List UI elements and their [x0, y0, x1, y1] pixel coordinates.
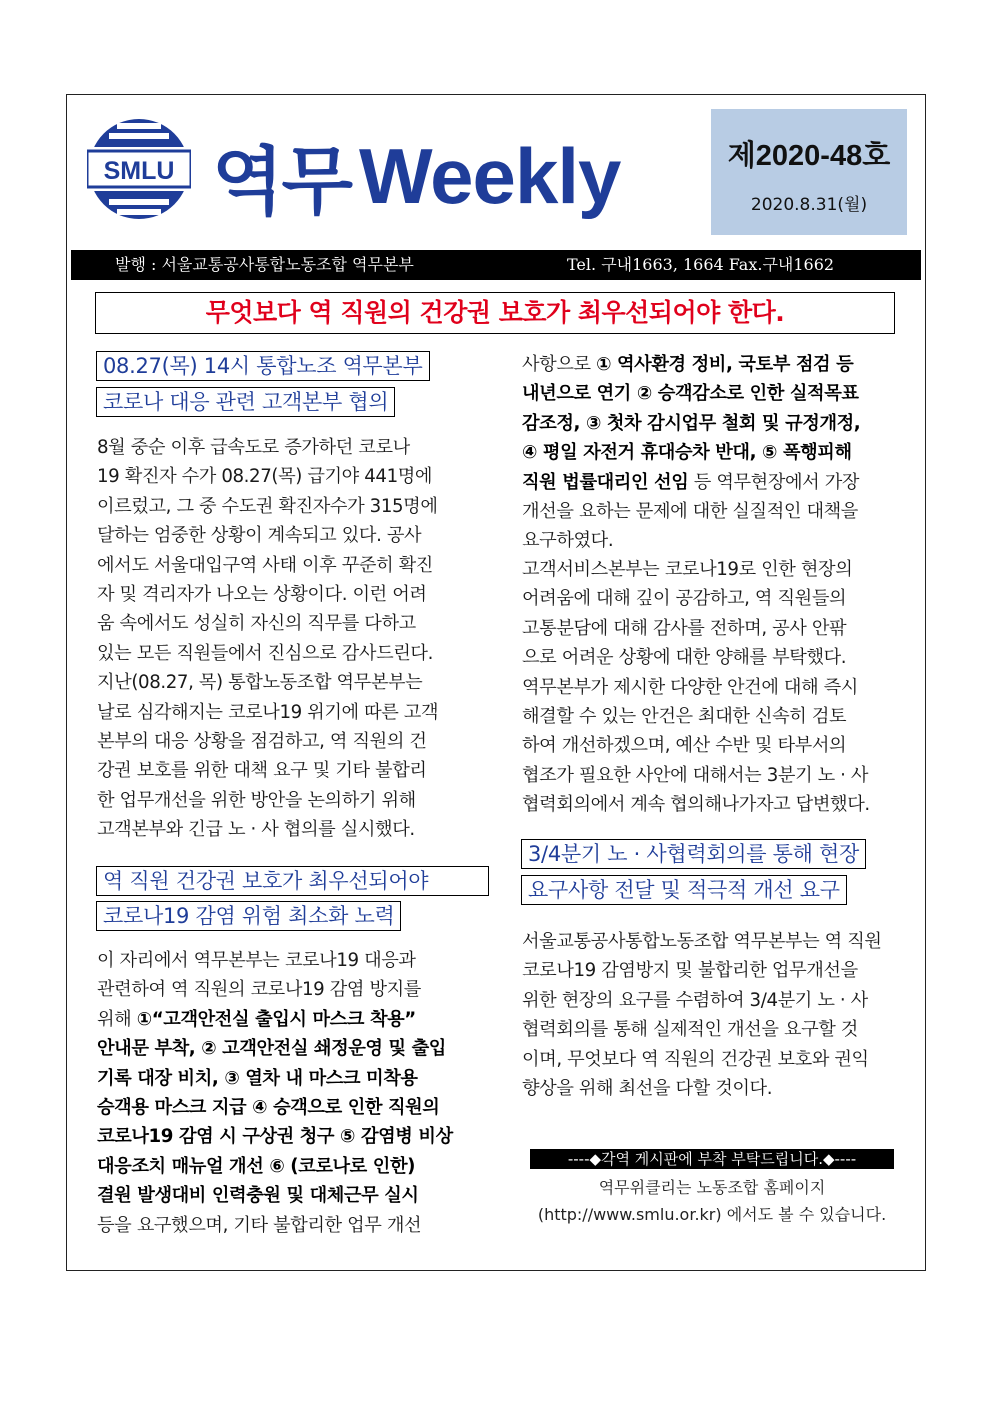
issue-box	[711, 109, 907, 235]
section2-title-line2: 코로나19 감염 위험 최소화 노력	[96, 901, 401, 931]
section1-line: 본부의 대응 상황을 점검하고, 역 직원의 건	[97, 731, 427, 753]
right-column-body: 사항으로 ① 역사환경 정비, 국토부 점검 등 내년으로 연기 ② 승객감소로 인한 실적목표 감조정, ③ 첫차 감시업무 철회 및 규정개정, ④ 평일 자전거 휴대승차 반대, ⑤ 폭행피해 직원 법률대리인 선임 등 역무현장에서 가장 개선을 요하는 문제에 대한 실질적인 대책을 요구하였다.	[522, 354, 861, 552]
contact-info: Tel. 구내1663, 1664 Fax.구내1662	[567, 255, 835, 274]
right-column-line: 해결할 수 있는 안건은 최대한 신속히 검토	[522, 706, 847, 728]
notice-bar: ----◆각역 게시판에 부착 부탁드립니다.◆----	[530, 1149, 894, 1169]
section1-line: 이르렀고, 그 중 수도권 확진자수가 315명에	[97, 495, 438, 517]
section1-line: 움 속에서도 성실히 자신의 직무를 다하고	[97, 613, 416, 635]
section2-title-line1: 역 직원 건강권 보호가 최우선되어야	[96, 866, 489, 896]
section1-body	[97, 433, 475, 845]
smlu-logo	[87, 117, 191, 221]
section1-line: 강권 보호를 위한 대책 요구 및 기타 불합리	[97, 760, 427, 782]
section1-title-line2: 코로나 대응 관련 고객본부 협의	[96, 387, 395, 417]
publisher: 발행 : 서울교통공사통합노동조합 역무본부	[115, 255, 414, 274]
section1-line: 달하는 엄중한 상황이 계속되고 있다. 공사	[97, 525, 422, 547]
section1-line: 지난(08.27, 목) 통합노동조합 역무본부는	[97, 672, 423, 694]
right-column-line: 고객서비스본부는 코로나19로 인한 현장의	[522, 559, 853, 580]
section3-line: 서울교통공사통합노동조합 역무본부는 역 직원	[522, 931, 882, 952]
section1-line: 있는 모든 직원들에서 진심으로 감사드린다.	[97, 642, 433, 664]
title-english: Weekly	[358, 131, 621, 220]
section1-line: 8월 중순 이후 급속도로 증가하던 코로나	[97, 437, 410, 458]
section3-body	[522, 927, 907, 1103]
newsletter-page	[66, 94, 926, 1271]
newsletter-title	[212, 123, 620, 223]
issue-number: 제2020-48호	[727, 140, 891, 172]
section2-body: 이 자리에서 역무본부는 코로나19 대응과 관련하여 역 직원의 코로나19 감염 방지를 위해 ①“고객안전실 출입시 마스크 착용” 안내문 부착, ② 고객안전실 쇄정운영 및 출입 기록 대장 비치, ③ 열차 내 마스크 미착용 승객용 마스크 지급 ④ 승객으로 인한 직원의 코로나19 감염 시 구상권 청구 ⑤ 감염병 비상 대응조치 매뉴얼 개선 ⑥ (코로나로 인한) 결원 발생대비 인력충원 및 대체근무 실시 등을 요구했으며, 기타 불합리한 업무 개선	[97, 950, 453, 1236]
publisher-bar	[71, 250, 921, 280]
section1-line: 19 확진자 수가 08.27(목) 급기야 441명에	[97, 466, 433, 488]
section3-line: 코로나19 감염방지 및 불합리한 업무개선을	[522, 960, 858, 982]
section1-line: 자 및 격리자가 나오는 상황이다. 이런 어려	[97, 584, 427, 606]
section3-line: 향상을 위해 최선을 다할 것이다.	[522, 1078, 773, 1100]
issue-date: 2020.8.31(월)	[750, 195, 868, 215]
footer-homepage: (http://www.smlu.or.kr) 에서도 볼 수 있습니다.	[537, 1205, 887, 1224]
section1-title-line1: 08.27(목) 14시 통합노조 역무본부	[96, 351, 430, 381]
section3-line: 위한 현장의 요구를 수렴하여 3/4분기 노 · 사	[522, 989, 868, 1011]
section3-line: 협력회의를 통해 실제적인 개선을 요구할 것	[522, 1019, 858, 1041]
right-column-line: 어려움에 대해 깊이 공감하고, 역 직원들의	[522, 588, 847, 610]
right-column-line: 협력회의에서 계속 협의해나가자고 답변했다.	[522, 794, 870, 816]
logo-text: SMLU	[103, 157, 175, 185]
title-korean: 역무	[212, 139, 351, 225]
footer-line1: 역무위클리는 노동조합 홈페이지	[598, 1178, 826, 1197]
right-column-line: 역무본부가 제시한 다양한 안건에 대해 즉시	[522, 676, 858, 698]
section3-line: 이며, 무엇보다 역 직원의 건강권 보호와 권익	[522, 1048, 869, 1070]
right-column-line: 으로 어려운 상황에 대한 양해를 부탁했다.	[522, 647, 847, 669]
section1-line: 에서도 서울대입구역 사태 이후 꾸준히 확진	[97, 554, 433, 576]
section3-title-line2: 요구사항 전달 및 적극적 개선 요구	[521, 875, 847, 905]
main-headline: 무엇보다 역 직원의 건강권 보호가 최우선되어야 한다.	[95, 292, 895, 334]
section3-title-line1: 3/4분기 노 · 사협력회의를 통해 현장	[521, 839, 866, 869]
section1-line: 고객본부와 긴급 노 · 사 협의를 실시했다.	[97, 819, 415, 841]
right-column-response	[522, 555, 907, 820]
right-column-line: 하여 개선하겠으며, 예산 수반 및 타부서의	[522, 735, 847, 757]
section1-line: 날로 심각해지는 코로나19 위기에 따른 고객	[97, 701, 439, 723]
section1-line: 한 업무개선을 위한 방안을 논의하기 위해	[97, 789, 416, 811]
right-column-line: 협조가 필요한 사안에 대해서는 3분기 노 · 사	[522, 764, 869, 786]
right-column-line: 고통분담에 대해 감사를 전하며, 공사 안팎	[522, 617, 847, 639]
